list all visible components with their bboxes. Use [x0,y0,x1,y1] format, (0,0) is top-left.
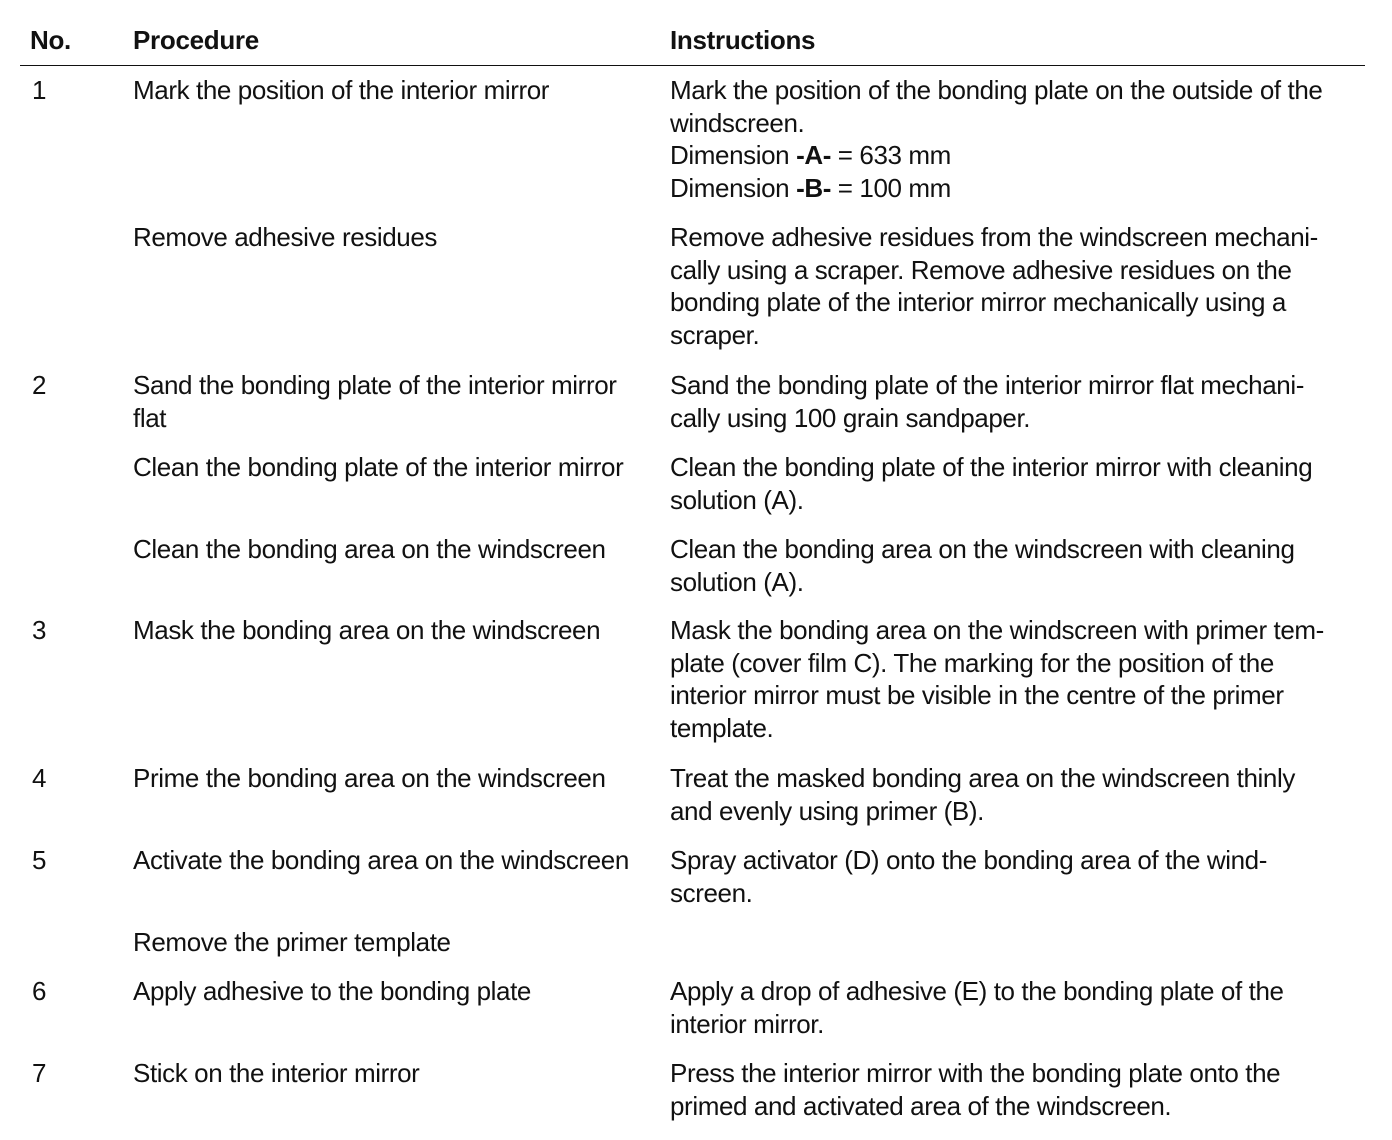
header-procedure: Procedure [133,25,259,55]
row-instructions [670,221,1360,351]
instruction-line: Clean the bonding plate of the interior mirror with cleaning [670,452,1313,482]
row-instructions [670,74,1360,204]
row-number: 3 [32,615,47,645]
dimension-label: -A- [796,140,831,171]
row-number: 2 [32,370,47,400]
instruction-line: cally using 100 grain sandpaper. [670,402,1031,433]
row-number: 6 [32,976,47,1006]
row-procedure [133,533,658,566]
procedure-line: Clean the bonding area on the windscreen [133,534,606,564]
row-instructions [670,762,1360,827]
instruction-line: Press the interior mirror with the bonding plate onto the [670,1058,1281,1088]
instruction-line: interior mirror must be visible in the centre of the primer [670,680,1284,711]
instruction-line: Remove adhesive residues from the windscreen mechani- [670,222,1318,252]
row-procedure [133,975,658,1008]
instruction-line: screen. [670,877,753,908]
instruction-line: interior mirror. [670,1008,824,1039]
row-procedure [133,926,658,959]
row-number: 1 [32,75,47,105]
instruction-line: Treat the masked bonding area on the windscreen thinly [670,763,1295,793]
header-no: No. [30,25,71,55]
header-instructions: Instructions [670,25,816,55]
procedure-line: Mark the position of the interior mirror [133,75,550,105]
row-procedure [133,1057,658,1090]
row-instructions [670,975,1360,1040]
procedure-line: Sand the bonding plate of the interior mirror [133,370,617,400]
procedure-line: flat [133,402,167,433]
procedure-line: Remove the primer template [133,927,451,957]
dimension-value: = 100 mm [830,172,951,203]
header-rule [20,65,1365,66]
instruction-line: solution (A). [670,484,804,515]
procedure-line: Remove adhesive residues [133,222,438,252]
procedure-line: Mask the bonding area on the windscreen [133,615,601,645]
row-procedure [133,762,658,795]
instruction-line: windscreen. [670,107,805,138]
row-procedure [133,74,658,107]
procedure-line: Activate the bonding area on the windscreen [133,845,629,875]
row-number: 4 [32,763,47,793]
row-procedure [133,844,658,877]
instruction-line: scraper. [670,319,760,350]
row-procedure [133,614,658,647]
instruction-line: and evenly using primer (B). [670,795,984,826]
instruction-line: plate (cover film C). The marking for the position of the [670,647,1274,678]
table-header [0,24,1392,58]
instruction-line: Clean the bonding area on the windscreen with cleaning [670,534,1295,564]
dimension-label: -B- [796,172,831,203]
instruction-line: Mark the position of the bonding plate on the outside of the [670,75,1323,105]
row-number: 7 [32,1058,47,1088]
dimension-prefix: Dimension [670,172,797,203]
row-instructions [670,369,1360,434]
procedure-line: Apply adhesive to the bonding plate [133,976,531,1006]
instruction-line: solution (A). [670,566,804,597]
procedure-line: Prime the bonding area on the windscreen [133,763,606,793]
dimension-prefix: Dimension [670,140,797,171]
procedure-line: Clean the bonding plate of the interior mirror [133,452,624,482]
row-instructions [670,451,1360,516]
row-procedure [133,221,658,254]
instruction-line: bonding plate of the interior mirror mechanically using a [670,287,1286,318]
instruction-line: primed and activated area of the windscreen. [670,1090,1172,1121]
procedure-line: Stick on the interior mirror [133,1058,420,1088]
instruction-line: cally using a scraper. Remove adhesive residues on the [670,254,1292,285]
instruction-line: Sand the bonding plate of the interior mirror flat mechani- [670,370,1304,400]
dimension-value: = 633 mm [830,140,951,171]
instruction-line: Spray activator (D) onto the bonding area of the wind- [670,845,1267,875]
row-instructions [670,533,1360,598]
instruction-line: Mask the bonding area on the windscreen with primer tem- [670,615,1324,645]
instruction-line: Apply a drop of adhesive (E) to the bonding plate of the [670,976,1284,1006]
row-instructions [670,614,1360,744]
row-procedure [133,369,658,434]
row-procedure [133,451,658,484]
dimension-line [670,172,1360,205]
row-instructions [670,844,1360,909]
row-number: 5 [32,845,47,875]
instruction-line: template. [670,712,774,743]
row-instructions [670,1057,1360,1122]
dimension-line [670,139,1360,172]
